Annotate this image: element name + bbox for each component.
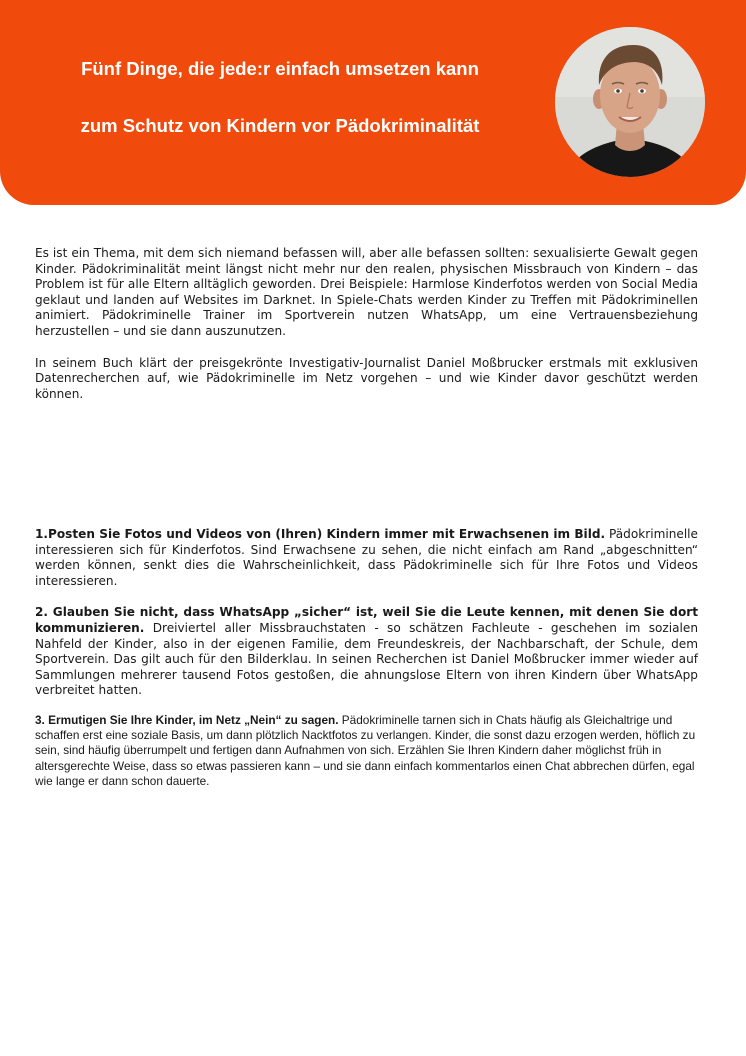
author-portrait — [555, 27, 705, 177]
intro-paragraph-1: Es ist ein Thema, mit dem sich niemand befassen will, aber alle befassen sollten: sexualisierte Gewalt gegen Kinder. Pädokriminalität meint längst nicht mehr nur den realen, physischen Missbrauch von Kindern – das Problem ist für alle Eltern alltäglich geworden. Drei Beispiele: Harmlose Kinderfotos werden von Social Media geklaut und landen auf Websites im Darknet. In Spiele-Chats werden Kinder zu Treffen mit Pädokriminellen animiert. Pädokriminelle Trainer im Sportverein nutzen WhatsApp, um eine Vertrauensbeziehung herzustellen – und sie dann auszunutzen. — [35, 246, 698, 338]
tip-2 — [35, 605, 698, 699]
intro-section — [35, 246, 698, 402]
tip-1-heading: 1.Posten Sie Fotos und Videos von (Ihren) Kindern immer mit Erwachsenen im Bild. — [35, 527, 606, 541]
header-title-line-2: zum Schutz von Kindern vor Pädokriminalität — [80, 115, 480, 136]
tip-1 — [35, 527, 698, 589]
header-title-line-1: Fünf Dinge, die jede:r einfach umsetzen kann — [81, 58, 479, 79]
intro-paragraph-2: In seinem Buch klärt der preisgekrönte Investigativ-Journalist Daniel Moßbrucker erstmals mit exklusiven Datenrecherchen auf, wie Pädokriminelle im Netz vorgehen – und wie Kinder davor geschützt werden können. — [35, 355, 698, 401]
tip-3-body: Pädokriminelle tarnen sich in Chats häufig als Gleichaltrige und schaffen erst eine soziale Basis, um dann plötzlich Nacktfotos zu verlangen. Kinder, die sonst dazu erzogen werden, höflich zu sein, sind häufig überrumpelt und fertigen dann Aufnahmen von sich. Erzählen Sie Ihren Kindern daher möglichst früh in altersgerechte Weise, dass so etwas passieren kann – und sie dann einfach kommentarlos einen Chat abbrechen dürfen, egal wie lange er dann schon dauerte. — [35, 712, 696, 788]
tip-1-body: Pädokriminelle interessieren sich für Kinderfotos. Sind Erwachsene zu sehen, die nicht einfach am Rand „abgeschnitten“ werden können, senkt dies die Wahrscheinlichkeit, dass Pädokriminelle sich für Ihre Fotos und Videos interessieren. — [35, 527, 698, 588]
tip-2-heading: 2. Glauben Sie nicht, dass WhatsApp „sicher“ ist, weil Sie die Leute kennen, mit denen Sie dort kommunizieren. — [35, 605, 698, 635]
tip-3-heading: 3. Ermutigen Sie Ihre Kinder, im Netz „Nein“ zu sagen. — [35, 712, 339, 727]
tips-section — [35, 527, 698, 789]
tip-3 — [35, 713, 698, 789]
tip-2-body: Dreiviertel aller Missbrauchstaten - so schätzen Fachleute - geschehen im sozialen Nahfeld der Kinder, also in der eigenen Familie, dem Freundeskreis, der Nachbarschaft, der Schule, dem Sportverein. Das gilt auch für den Bilderklau. In seinen Recherchen ist Daniel Moßbrucker immer wieder auf Sammlungen mehrerer tausend Fotos gestoßen, die ahnungslose Eltern von ihren Kindern über WhatsApp verbreitet hatten. — [35, 620, 698, 698]
header-banner — [0, 0, 746, 205]
portrait-illustration — [555, 27, 705, 177]
